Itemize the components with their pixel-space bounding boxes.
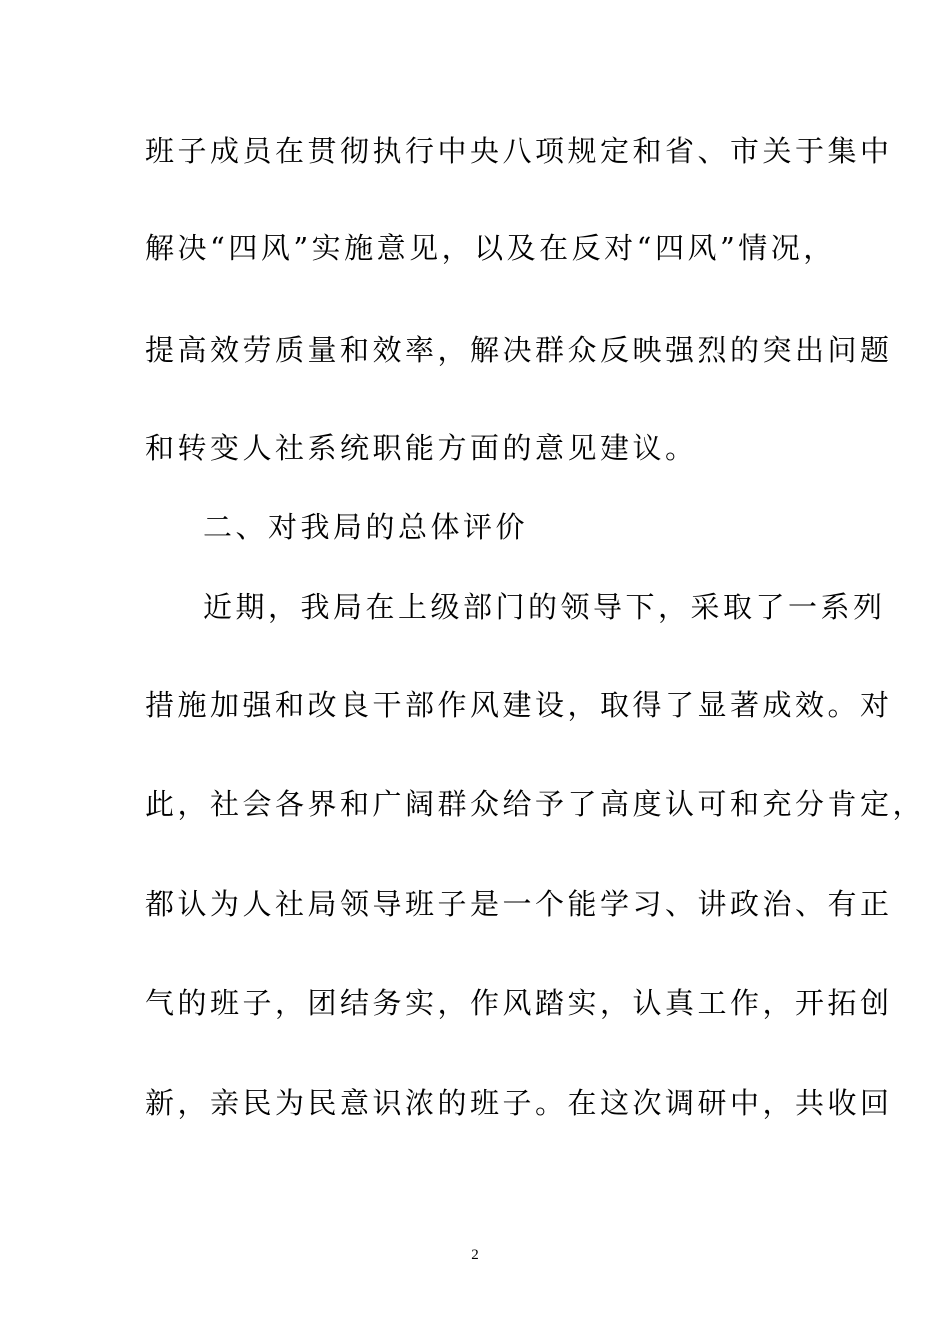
- body-text-line: 此，社会各界和广阔群众给予了高度认可和充分肯定，: [145, 787, 926, 821]
- page-number: 2: [471, 1247, 479, 1263]
- body-text-line: 解决“四风”实施意见，以及在反对“四风”情况，: [145, 231, 836, 265]
- body-text-line: 都认为人社局领导班子是一个能学习、讲政治、有正: [145, 887, 893, 921]
- body-text-line: 气的班子，团结务实，作风踏实，认真工作，开拓创: [145, 986, 893, 1020]
- body-text-line: 措施加强和改良干部作风建设，取得了显著成效。对: [145, 688, 893, 722]
- body-text-line: 提高效劳质量和效率，解决群众反映强烈的突出问题: [145, 333, 893, 367]
- body-text-line: 和转变人社系统职能方面的意见建议。: [145, 431, 698, 465]
- body-text-line: 班子成员在贯彻执行中央八项规定和省、市关于集中: [145, 134, 893, 168]
- body-text-line: 近期，我局在上级部门的领导下，采取了一系列: [203, 590, 886, 624]
- body-text-line: 新，亲民为民意识浓的班子。在这次调研中，共收回: [145, 1086, 893, 1120]
- section-heading: 二、对我局的总体评价: [203, 510, 529, 544]
